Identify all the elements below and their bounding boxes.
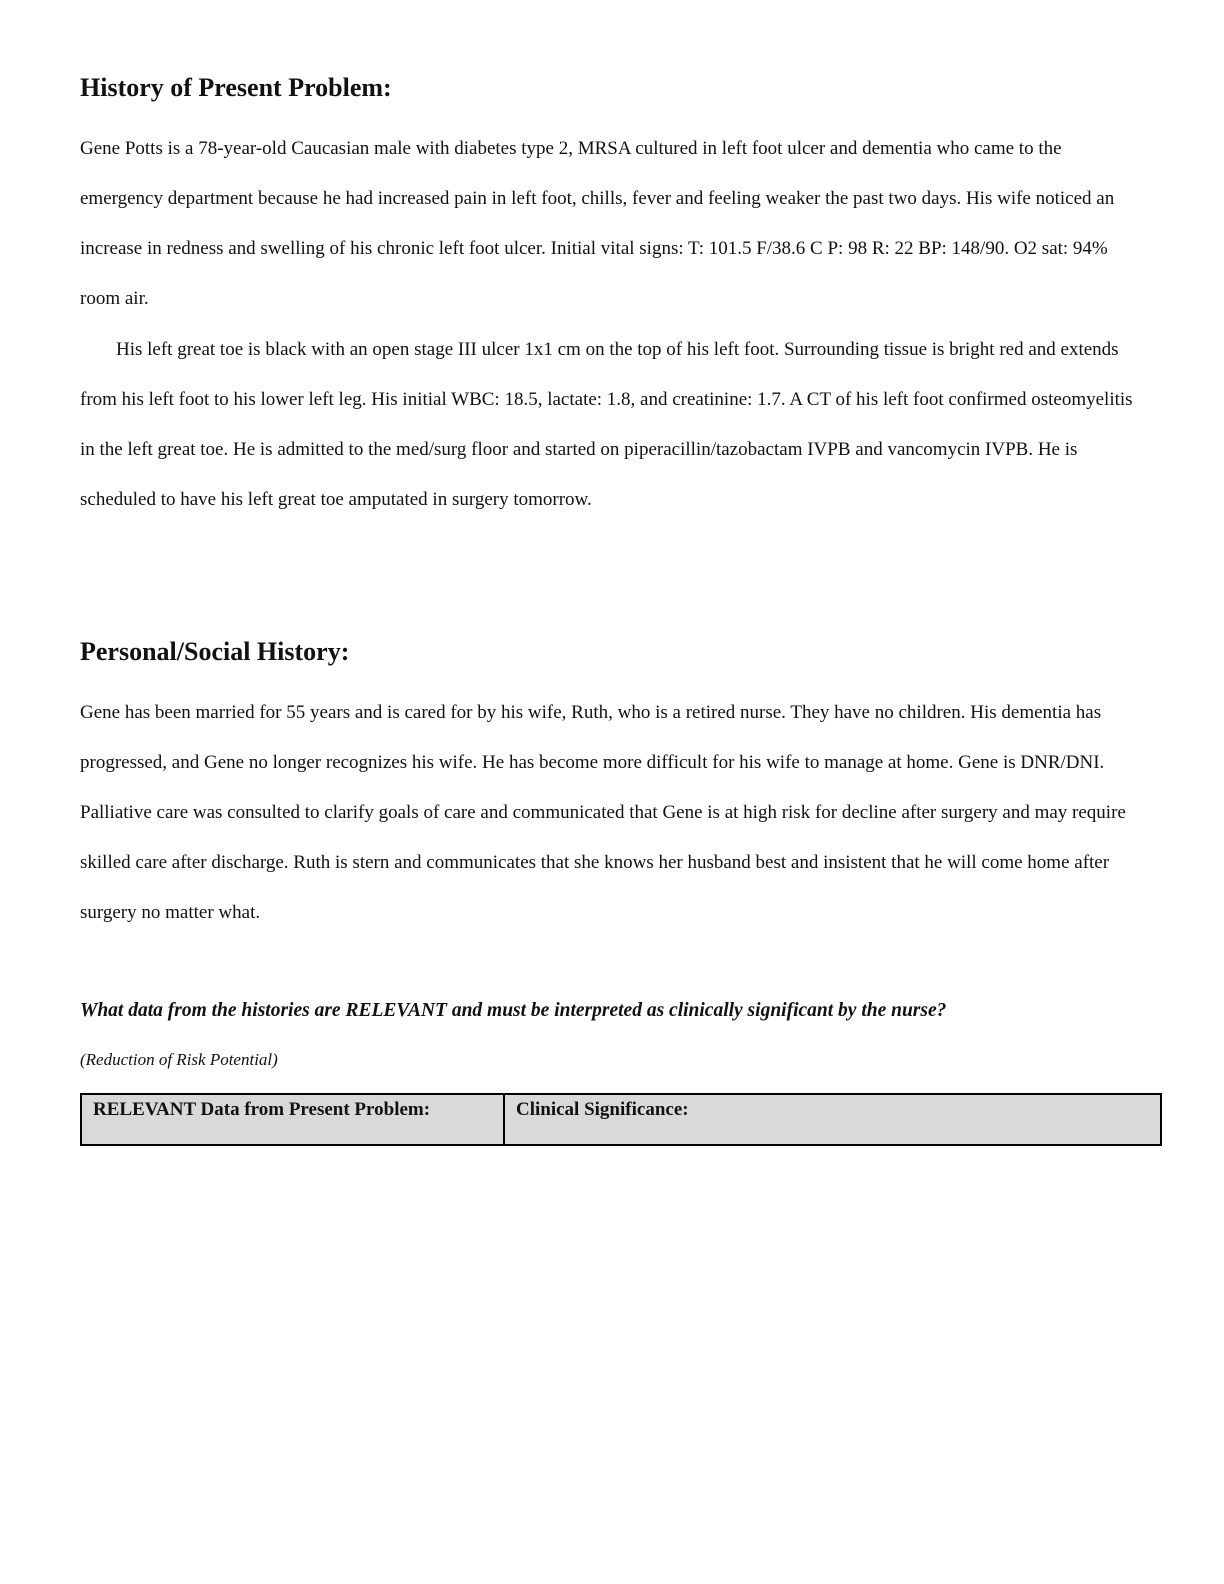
history-present-problem-paragraph-2: His left great toe is black with an open stage III ulcer 1x1 cm on the top of his left foot. Surrounding tissue is bright red and extends from his left foot to his lower left leg. His initial WBC: 18.5, lactate: 1.8, and creatinine: 1.7. A CT of his left foot confirmed osteomyelitis in the left great toe. He is admitted to the med/surg floor and started on piperacillin/tazobactam IVPB and vancomycin IVPB. He is scheduled to have his left great toe amputated in surgery tomorrow. [80,339,1133,510]
history-present-problem-heading: History of Present Problem: [80,73,392,102]
relevant-data-table [80,1093,1162,1146]
relevant-data-header: RELEVANT Data from Present Problem: [81,1094,504,1145]
relevance-question-subtext: (Reduction of Risk Potential) [80,1050,278,1069]
table-header-row [81,1094,1161,1145]
relevance-question: What data from the histories are RELEVANT and must be interpreted as clinically significant by the nurse? [80,1000,947,1021]
personal-social-history-heading: Personal/Social History: [80,637,350,666]
clinical-significance-header: Clinical Significance: [504,1094,1161,1145]
history-present-problem-paragraph-1: Gene Potts is a 78-year-old Caucasian male with diabetes type 2, MRSA cultured in left foot ulcer and dementia who came to the emergency department because he had increased pain in left foot, chills, fever and feeling weaker the past two days. His wife noticed an increase in redness and swelling of his chronic left foot ulcer. Initial vital signs: T: 101.5 F/38.6 C P: 98 R: 22 BP: 148/90. O2 sat: 94% room air. [80,138,1115,309]
personal-social-history-paragraph: Gene has been married for 55 years and is cared for by his wife, Ruth, who is a retired nurse. They have no children. His dementia has progressed, and Gene no longer recognizes his wife. He has become more difficult for his wife to manage at home. Gene is DNR/DNI. Palliative care was consulted to clarify goals of care and communicated that Gene is at high risk for decline after surgery and may require skilled care after discharge. Ruth is stern and communicates that she knows her husband best and insistent that he will come home after surgery no matter what. [80,702,1126,923]
